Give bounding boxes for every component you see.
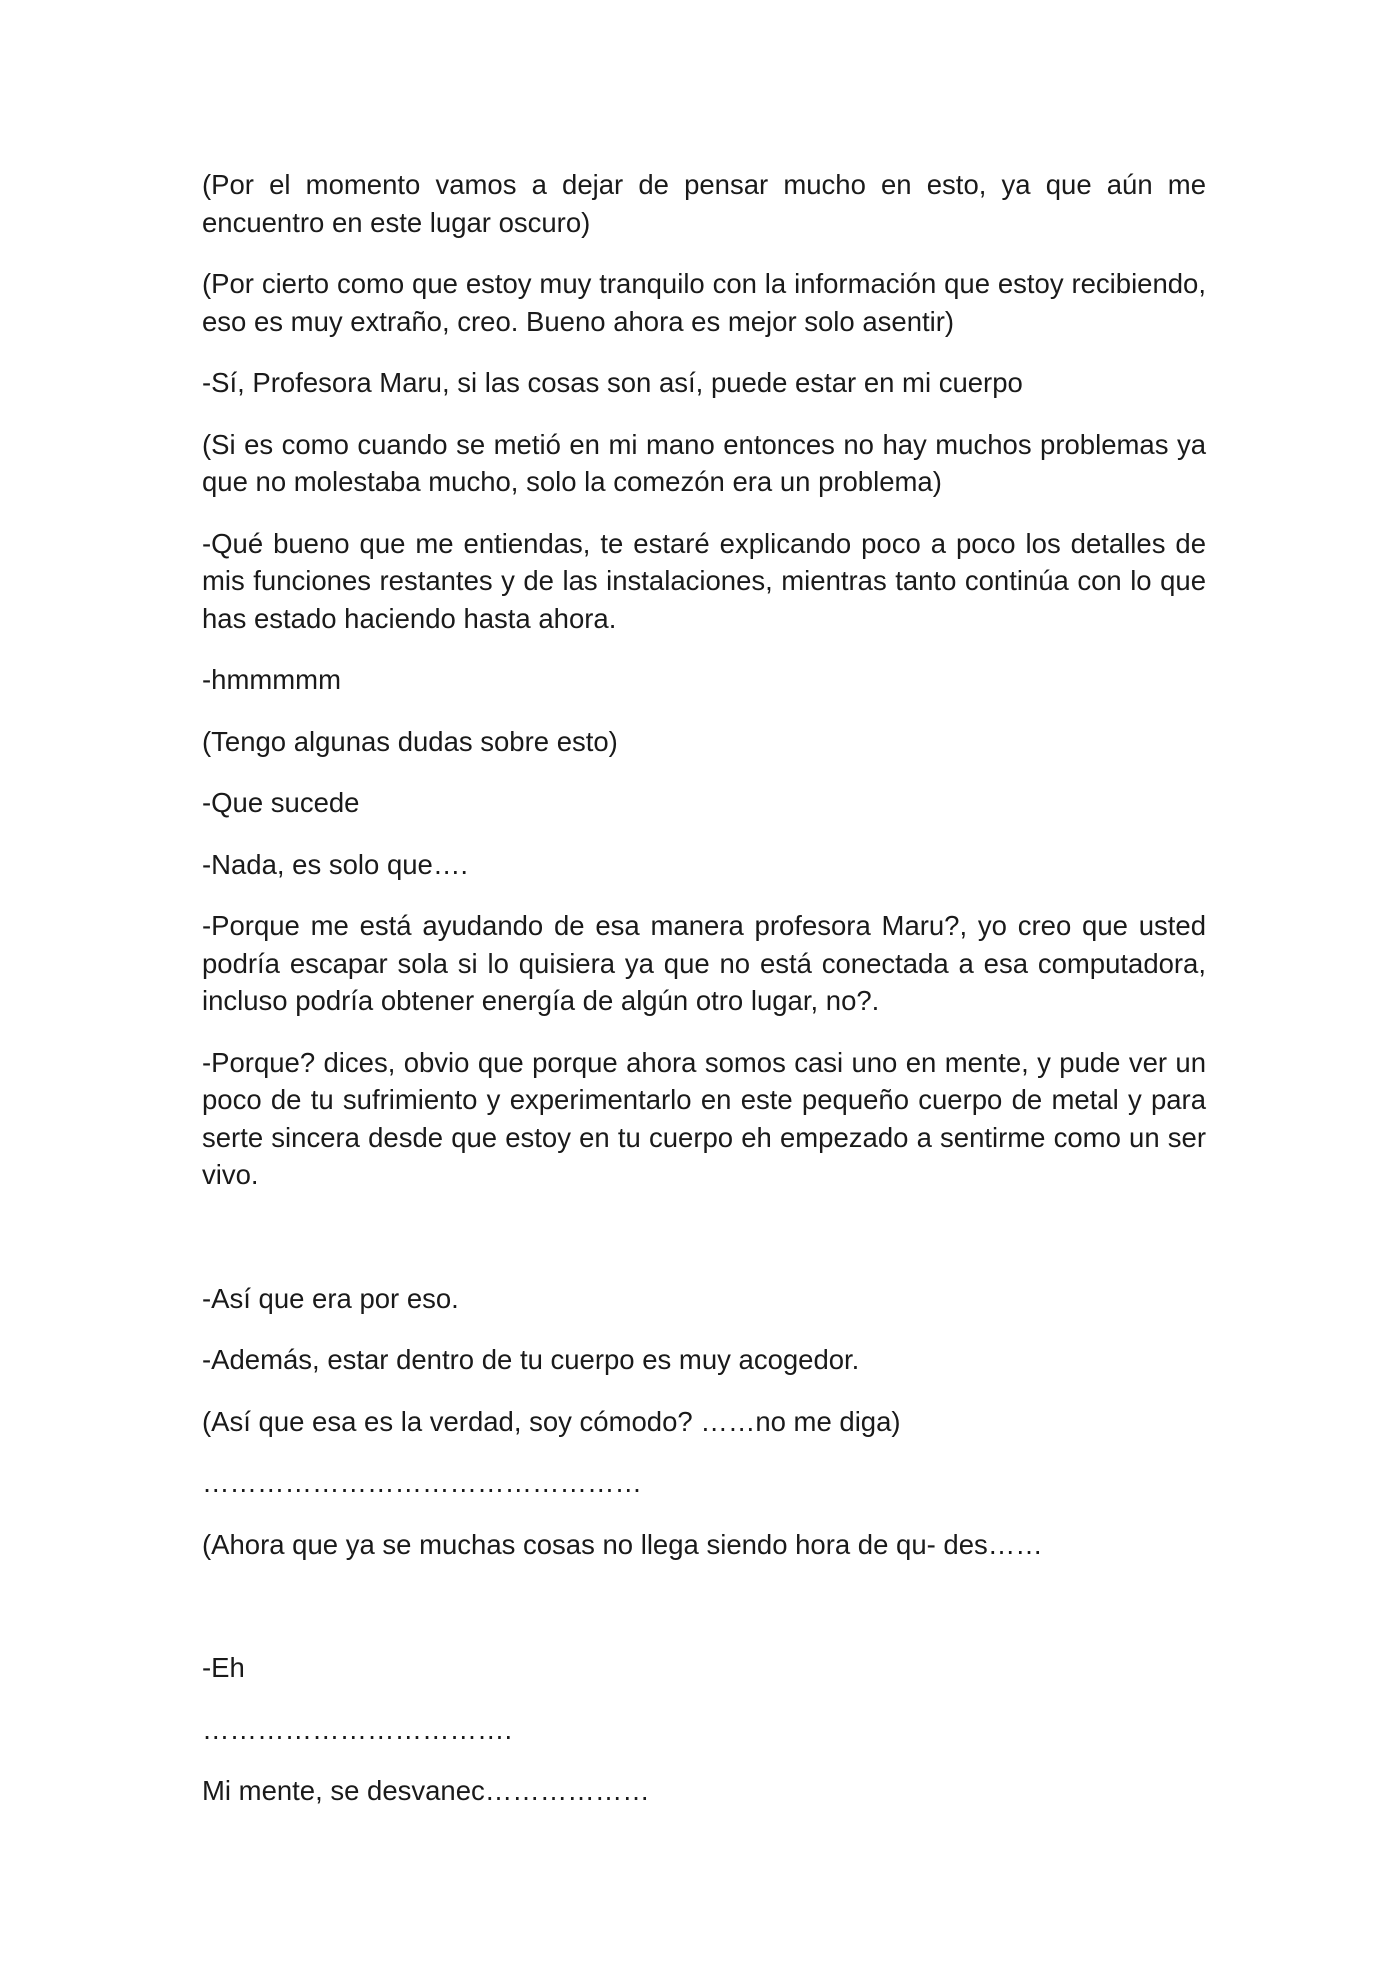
paragraph: -Nada, es solo que….	[202, 848, 468, 880]
paragraph: -Que sucede	[202, 787, 360, 818]
paragraph: (Así que esa es la verdad, soy cómodo? ……no me diga)	[202, 1405, 901, 1437]
paragraph: (Tengo algunas dudas sobre esto)	[202, 725, 618, 757]
paragraph: (Por el momento vamos a dejar de pensar mucho en esto, ya que aún me encuentro en este lugar oscuro)	[202, 169, 1206, 238]
paragraph: -Además, estar dentro de tu cuerpo es muy acogedor.	[202, 1344, 860, 1375]
paragraph: -Eh	[202, 1652, 245, 1683]
paragraph: Mi mente, se desvanec………………	[202, 1775, 650, 1806]
paragraph: (Por cierto como que estoy muy tranquilo con la información que estoy recibiendo, eso es muy extraño, creo. Bueno ahora es mejor solo asentir)	[202, 268, 1206, 337]
paragraph: (Ahora que ya se muchas cosas no llega siendo hora de qu- des……	[202, 1528, 1043, 1560]
paragraph: -Sí, Profesora Maru, si las cosas son así, puede estar en mi cuerpo	[202, 367, 1023, 398]
paragraph: -Qué bueno que me entiendas, te estaré explicando poco a poco los detalles de mis funciones restantes y de las instalaciones, mientras tanto continúa con lo que has estado haciendo hasta ahora.	[202, 527, 1206, 634]
paragraph: -Así que era por eso.	[202, 1282, 459, 1314]
document-body	[202, 166, 1206, 1834]
ellipsis-line: …………………………….	[202, 1713, 513, 1745]
paragraph: (Si es como cuando se metió en mi mano entonces no hay muchos problemas ya que no molestaba mucho, solo la comezón era un problema)	[202, 428, 1206, 497]
paragraph: -hmmmmm	[202, 664, 341, 695]
paragraph: -Porque? dices, obvio que porque ahora somos casi uno en mente, y pude ver un poco de tu sufrimiento y experimentarlo en este pequeño cuerpo de metal y para serte sincera desde que estoy en tu cuerpo eh empezado a sentirme como un ser vivo.	[202, 1046, 1206, 1190]
paragraph: -Porque me está ayudando de esa manera profesora Maru?, yo creo que usted podría escapar sola si lo quisiera ya que no está conectada a esa computadora, incluso podría obtener energía de algún otro lugar, no?.	[202, 910, 1206, 1016]
ellipsis-line: …………………………………………	[202, 1467, 642, 1498]
